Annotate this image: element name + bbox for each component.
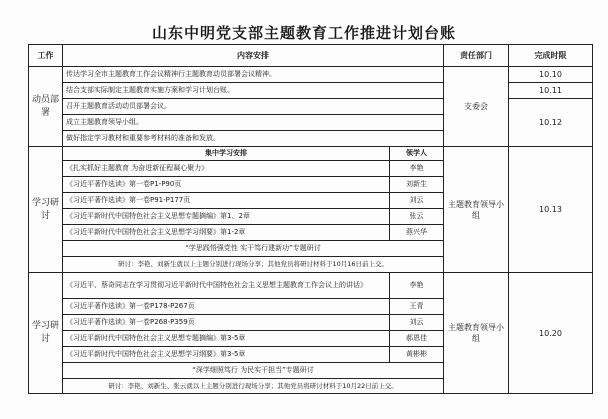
work-cell-mobilize: 动员部署 xyxy=(29,67,63,147)
time-cell: 10.13 xyxy=(509,147,593,273)
work-cell-study-2: 学习研讨 xyxy=(29,273,63,394)
time-cell: 10.12 xyxy=(509,99,593,147)
content-cell: 《习近平新时代中国特色社会主义思想学习纲要》第3-5章 xyxy=(63,347,390,363)
content-cell: 《扎实抓好主题教育 为奋进新征程凝心聚力》 xyxy=(63,161,390,177)
content-cell: 《习近平新时代中国特色社会主义思想专题摘编》第1、2章 xyxy=(63,209,390,225)
content-cell: 《习近平、蔡奇同志在学习贯彻习近平新时代中国特色社会主义思想主题教育工作会议上的讲话》 xyxy=(63,273,390,299)
page-title: 山东中明党支部主题教育工作推进计划台账 xyxy=(151,24,456,42)
table-row xyxy=(29,147,593,161)
person-cell: 刘云 xyxy=(390,315,444,331)
table-row xyxy=(29,273,593,299)
content-cell: 《习近平新时代中国特色社会主义思想学习纲要》第1-2章 xyxy=(63,225,390,241)
person-cell: 张云 xyxy=(390,209,444,225)
person-cell: 燕兴华 xyxy=(390,225,444,241)
person-cell: 刘新生 xyxy=(390,177,444,193)
content-cell: 《习近平著作选读》第一卷P178-P267页 xyxy=(63,299,390,315)
person-cell: 王青 xyxy=(390,299,444,315)
plan-table xyxy=(28,44,593,394)
content-cell: 结合支部实际制定主题教育实施方案和学习计划台账。 xyxy=(63,83,444,99)
dept-cell: 支委会 xyxy=(444,67,509,147)
person-cell: 李艳 xyxy=(390,273,444,299)
content-cell: 成立主题教育领导小组。 xyxy=(63,115,444,131)
sub-header-person: 领学人 xyxy=(390,147,444,161)
table-row xyxy=(29,99,593,115)
content-cell: 召开主题教育活动动员部署会议。 xyxy=(63,99,444,115)
topic-cell: “学思践悟强党性 实干笃行建新功”专题研讨 xyxy=(63,241,444,257)
time-cell: 10.20 xyxy=(509,273,593,394)
content-cell: 《习近平著作选读》第一卷P268-P359页 xyxy=(63,315,390,331)
content-cell: 《习近平新时代中国特色社会主义思想专题摘编》第3-5章 xyxy=(63,331,390,347)
content-cell: 做好指定学习教材和重要参考材料的准备和发放。 xyxy=(63,131,444,147)
person-cell: 刘云 xyxy=(390,193,444,209)
header-work: 工作 xyxy=(29,45,63,67)
time-cell: 10.11 xyxy=(509,83,593,99)
person-cell: 郝恩佳 xyxy=(390,331,444,347)
note-cell: 研讨：李艳、刘新生就以上主题分别进行现场分享；其他党员将研讨材料于10月16日前上交。 xyxy=(63,257,444,273)
content-cell: 《习近平著作选读》第一卷P1-P90页 xyxy=(63,177,390,193)
content-cell: 传达学习全市主题教育工作会议精神行主题教育动员部署会议精神。 xyxy=(63,67,444,83)
dept-cell: 主题教育领导小组 xyxy=(444,273,509,394)
note-cell: 研讨：李艳、刘新生、张云就以上主题分别进行现场分享；其他党员将研讨材料于10月22日前上交。 xyxy=(63,379,444,394)
table-row xyxy=(29,67,593,83)
header-dept: 责任部门 xyxy=(444,45,509,67)
header-time: 完成时限 xyxy=(509,45,593,67)
person-cell: 李艳 xyxy=(390,161,444,177)
header-content: 内容安排 xyxy=(63,45,444,67)
person-cell: 黄彬彬 xyxy=(390,347,444,363)
table-header-row xyxy=(29,45,593,67)
sub-header-content: 集中学习安排 xyxy=(63,147,390,161)
time-cell: 10.10 xyxy=(509,67,593,83)
work-cell-study-1: 学习研讨 xyxy=(29,147,63,273)
dept-cell: 主题教育领导小组 xyxy=(444,147,509,273)
topic-cell: “深学细照笃行 为民实干担当”专题研讨 xyxy=(63,363,444,379)
content-cell: 《习近平著作选读》第一卷P91-P177页 xyxy=(63,193,390,209)
table-row xyxy=(29,83,593,99)
